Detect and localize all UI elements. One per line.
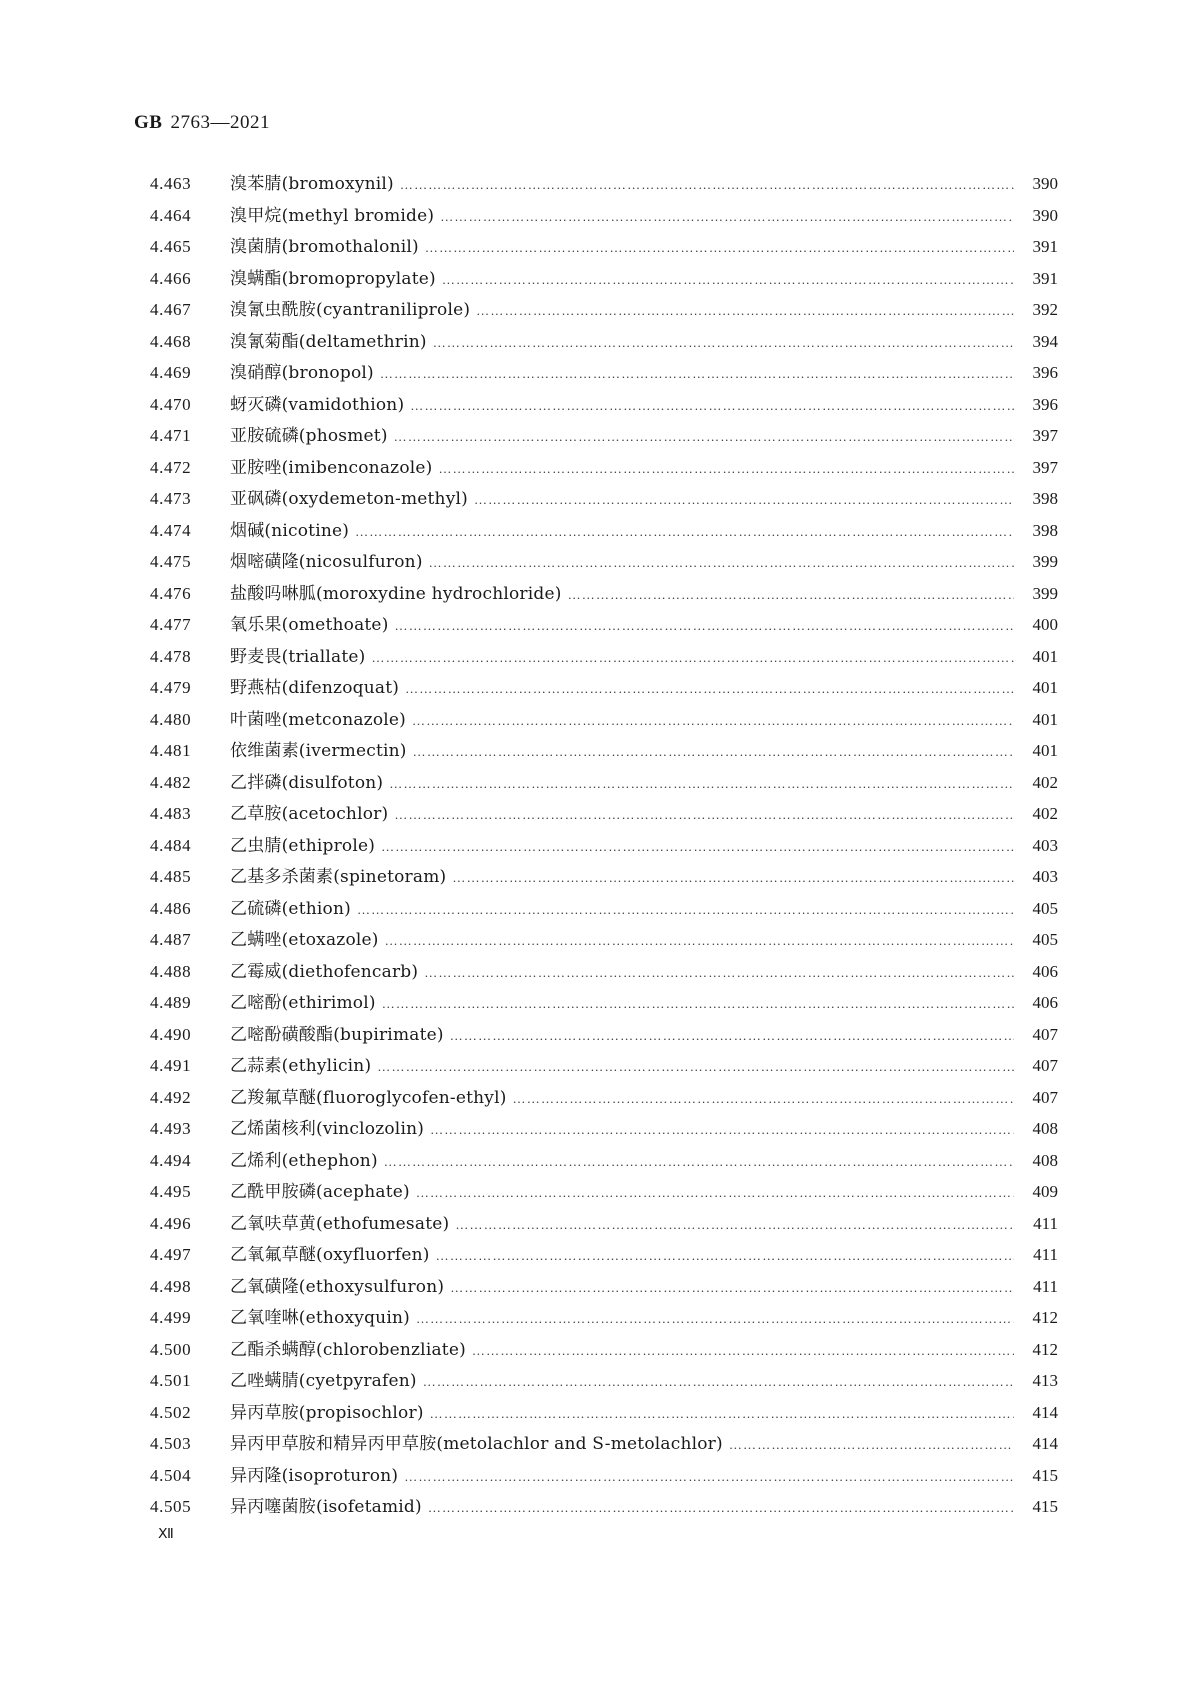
toc-entry[interactable] <box>150 483 1058 515</box>
toc-entry-page: 411 <box>1033 1213 1058 1233</box>
toc-entry-number: 4.475 <box>150 552 192 571</box>
toc-entry-number: 4.486 <box>150 898 192 918</box>
toc-dot-leader <box>452 862 1014 894</box>
toc-entry-number: 4.480 <box>150 709 192 729</box>
toc-entry[interactable] <box>150 924 1058 956</box>
toc-entry-title: 蚜灭磷(vamidothion) <box>230 394 405 415</box>
toc-entry-number: 4.476 <box>150 583 192 603</box>
toc-entry-page: 390 <box>1032 205 1058 225</box>
toc-dot-leader <box>410 390 1014 422</box>
toc-entry-number: 4.485 <box>150 867 192 886</box>
toc-entry-page: 409 <box>1032 1182 1058 1201</box>
toc-entry-number: 4.489 <box>150 993 192 1012</box>
toc-entry[interactable] <box>150 1019 1058 1051</box>
toc-entry-page: 406 <box>1032 961 1058 981</box>
toc-entry-title: 乙氧喹啉(ethoxyquin) <box>230 1308 410 1328</box>
toc-dot-leader <box>389 768 1014 800</box>
toc-entry-title: 盐酸吗啉胍(moroxydine hydrochloride) <box>230 583 562 604</box>
toc-entry-page: 407 <box>1032 1087 1058 1107</box>
toc-entry-page: 405 <box>1032 898 1058 918</box>
toc-entry-title: 溴氰菊酯(deltamethrin) <box>230 331 427 352</box>
toc-dot-leader <box>382 988 1014 1020</box>
toc-entry-page: 399 <box>1032 583 1058 603</box>
toc-entry[interactable] <box>150 1365 1058 1397</box>
toc-entry[interactable] <box>150 231 1058 263</box>
toc-dot-leader <box>438 453 1014 485</box>
toc-dot-leader <box>384 1146 1014 1178</box>
toc-entry-title: 乙烯菌核利(vinclozolin) <box>230 1119 425 1139</box>
toc-entry-number: 4.473 <box>150 489 192 508</box>
toc-entry[interactable] <box>150 1397 1058 1429</box>
toc-dot-leader <box>450 1272 1014 1304</box>
toc-entry[interactable] <box>150 798 1058 830</box>
toc-dot-leader <box>394 421 1014 453</box>
document-header <box>134 112 270 134</box>
toc-entry-page: 396 <box>1032 363 1058 382</box>
toc-entry-number: 4.471 <box>150 426 192 445</box>
toc-entry-number: 4.496 <box>150 1213 192 1233</box>
toc-entry-page: 398 <box>1032 489 1058 508</box>
toc-entry[interactable] <box>150 1302 1058 1334</box>
toc-entry-page: 390 <box>1032 174 1058 193</box>
page-number: Ⅻ <box>158 1527 174 1542</box>
toc-entry-page: 391 <box>1032 268 1058 288</box>
toc-entry[interactable] <box>150 735 1058 767</box>
toc-entry-number: 4.479 <box>150 678 192 697</box>
toc-entry-page: 403 <box>1032 867 1058 886</box>
toc-entry-page: 401 <box>1032 709 1058 729</box>
toc-entry-page: 414 <box>1032 1434 1058 1453</box>
toc-entry-page: 414 <box>1032 1402 1058 1422</box>
toc-entry[interactable] <box>150 1208 1058 1240</box>
toc-dot-leader <box>513 1083 1014 1115</box>
toc-entry-number: 4.482 <box>150 772 192 792</box>
toc-dot-leader <box>442 264 1014 296</box>
toc-entry[interactable] <box>150 861 1058 893</box>
toc-entry-number: 4.502 <box>150 1402 192 1422</box>
toc-dot-leader <box>474 484 1014 516</box>
toc-dot-leader <box>412 705 1014 737</box>
toc-entry[interactable] <box>150 1428 1058 1460</box>
toc-entry-number: 4.478 <box>150 646 192 666</box>
toc-entry[interactable] <box>150 515 1058 547</box>
toc-entry[interactable] <box>150 704 1058 736</box>
toc-entry-title: 异丙甲草胺和精异丙甲草胺(metolachlor and S-metolachlor) <box>230 1434 723 1454</box>
toc-entry-title: 乙拌磷(disulfoton) <box>230 772 384 793</box>
toc-dot-leader <box>429 547 1014 579</box>
toc-entry-page: 411 <box>1033 1276 1058 1296</box>
toc-entry[interactable] <box>150 389 1058 421</box>
toc-entry-title: 乙烯利(ethephon) <box>230 1150 378 1171</box>
toc-entry-page: 407 <box>1032 1024 1058 1044</box>
toc-entry-page: 401 <box>1032 678 1058 697</box>
toc-entry-title: 溴菌腈(bromothalonil) <box>230 237 419 257</box>
toc-entry-number: 4.467 <box>150 300 192 319</box>
toc-entry-title: 溴氰虫酰胺(cyantraniliprole) <box>230 300 471 320</box>
toc-entry-title: 溴甲烷(methyl bromide) <box>230 205 435 226</box>
toc-entry-title: 乙草胺(acetochlor) <box>230 804 389 824</box>
toc-entry[interactable] <box>150 893 1058 925</box>
toc-entry-title: 乙酯杀螨醇(chlorobenzliate) <box>230 1339 466 1360</box>
toc-entry-title: 乙螨唑(etoxazole) <box>230 930 379 950</box>
toc-entry-number: 4.505 <box>150 1497 192 1516</box>
toc-dot-leader <box>436 1240 1014 1272</box>
toc-entry-number: 4.465 <box>150 237 192 256</box>
toc-entry-title: 乙嘧酚磺酸酯(bupirimate) <box>230 1024 444 1045</box>
toc-entry-title: 野麦畏(triallate) <box>230 646 366 667</box>
toc-entry-title: 亚胺唑(imibenconazole) <box>230 457 433 478</box>
toc-entry-number: 4.490 <box>150 1024 192 1044</box>
toc-dot-leader <box>355 516 1014 548</box>
toc-entry[interactable] <box>150 294 1058 326</box>
toc-entry-page: 394 <box>1032 331 1058 351</box>
toc-dot-leader <box>472 1335 1014 1367</box>
standard-number: 2763—2021 <box>170 112 270 133</box>
toc-entry-title: 依维菌素(ivermectin) <box>230 741 407 761</box>
toc-entry[interactable] <box>150 452 1058 484</box>
toc-dot-leader <box>450 1020 1014 1052</box>
toc-entry-page: 412 <box>1032 1339 1058 1359</box>
toc-dot-leader <box>425 232 1014 264</box>
toc-entry-page: 397 <box>1032 426 1058 445</box>
toc-entry-title: 乙虫腈(ethiprole) <box>230 835 376 856</box>
toc-entry-number: 4.483 <box>150 804 192 823</box>
toc-entry-title: 乙氧氟草醚(oxyfluorfen) <box>230 1245 430 1265</box>
toc-dot-leader <box>416 1303 1014 1335</box>
toc-entry-title: 溴螨酯(bromopropylate) <box>230 268 436 289</box>
toc-entry-page: 401 <box>1032 646 1058 666</box>
toc-entry-number: 4.470 <box>150 394 192 414</box>
toc-entry[interactable] <box>150 326 1058 358</box>
toc-entry-number: 4.495 <box>150 1182 192 1201</box>
toc-entry[interactable] <box>150 1145 1058 1177</box>
toc-dot-leader <box>377 1051 1014 1083</box>
toc-entry-number: 4.499 <box>150 1308 192 1327</box>
toc-entry-page: 412 <box>1032 1308 1058 1327</box>
toc-entry-title: 乙硫磷(ethion) <box>230 898 351 919</box>
toc-entry-number: 4.488 <box>150 961 192 981</box>
toc-entry-title: 乙蒜素(ethylicin) <box>230 1056 372 1076</box>
toc-entry[interactable] <box>150 1239 1058 1271</box>
toc-entry-title: 乙唑螨腈(cyetpyrafen) <box>230 1371 417 1391</box>
toc-dot-leader <box>424 957 1014 989</box>
toc-entry-page: 407 <box>1032 1056 1058 1075</box>
toc-entry-page: 399 <box>1032 552 1058 571</box>
toc-entry[interactable] <box>150 1113 1058 1145</box>
toc-entry-page: 402 <box>1032 772 1058 792</box>
toc-dot-leader <box>416 1177 1014 1209</box>
toc-entry-page: 411 <box>1033 1245 1058 1264</box>
toc-entry-title: 野燕枯(difenzoquat) <box>230 678 400 698</box>
toc-entry[interactable] <box>150 200 1058 232</box>
toc-entry-title: 乙酰甲胺磷(acephate) <box>230 1182 410 1202</box>
toc-entry-number: 4.466 <box>150 268 192 288</box>
toc-dot-leader <box>381 831 1014 863</box>
toc-entry-number: 4.474 <box>150 520 192 540</box>
standard-code: GB <box>134 112 163 133</box>
toc-dot-leader <box>372 642 1015 674</box>
toc-entry[interactable] <box>150 830 1058 862</box>
toc-entry-number: 4.464 <box>150 205 192 225</box>
toc-entry-page: 398 <box>1032 520 1058 540</box>
toc-entry-number: 4.472 <box>150 457 192 477</box>
toc-entry-number: 4.498 <box>150 1276 192 1296</box>
toc-entry[interactable] <box>150 1082 1058 1114</box>
toc-dot-leader <box>405 673 1014 705</box>
toc-entry-number: 4.487 <box>150 930 192 949</box>
toc-entry[interactable] <box>150 546 1058 578</box>
toc-entry-page: 400 <box>1032 615 1058 634</box>
toc-entry-title: 亚砜磷(oxydemeton-methyl) <box>230 489 468 509</box>
toc-dot-leader <box>428 1492 1014 1524</box>
table-of-contents <box>150 168 1058 1523</box>
toc-entry-title: 亚胺硫磷(phosmet) <box>230 426 388 446</box>
toc-dot-leader <box>394 799 1014 831</box>
toc-entry-page: 406 <box>1032 993 1058 1012</box>
toc-entry-title: 乙霉威(diethofencarb) <box>230 961 419 982</box>
toc-entry[interactable] <box>150 1271 1058 1303</box>
toc-entry-number: 4.463 <box>150 174 192 193</box>
toc-entry[interactable] <box>150 672 1058 704</box>
toc-entry-number: 4.484 <box>150 835 192 855</box>
toc-entry-number: 4.503 <box>150 1434 192 1453</box>
toc-dot-leader <box>729 1429 1014 1461</box>
toc-entry-title: 叶菌唑(metconazole) <box>230 709 407 730</box>
toc-entry-number: 4.469 <box>150 363 192 382</box>
toc-entry[interactable] <box>150 420 1058 452</box>
toc-entry[interactable] <box>150 263 1058 295</box>
toc-entry-title: 氧乐果(omethoate) <box>230 615 389 635</box>
toc-entry-page: 396 <box>1032 394 1058 414</box>
toc-entry-title: 乙氧磺隆(ethoxysulfuron) <box>230 1276 445 1297</box>
toc-dot-leader <box>413 736 1014 768</box>
toc-entry-number: 4.477 <box>150 615 192 634</box>
toc-dot-leader <box>380 358 1014 390</box>
toc-entry-page: 403 <box>1032 835 1058 855</box>
toc-entry-page: 413 <box>1032 1371 1058 1390</box>
toc-entry-title: 异丙噻菌胺(isofetamid) <box>230 1497 422 1517</box>
toc-entry-title: 烟碱(nicotine) <box>230 520 350 541</box>
toc-dot-leader <box>400 169 1014 201</box>
toc-entry-number: 4.493 <box>150 1119 192 1138</box>
toc-entry-title: 乙羧氟草醚(fluoroglycofen-ethyl) <box>230 1087 507 1108</box>
toc-entry-number: 4.501 <box>150 1371 192 1390</box>
toc-entry[interactable] <box>150 1050 1058 1082</box>
toc-entry-page: 401 <box>1032 741 1058 760</box>
toc-entry[interactable] <box>150 641 1058 673</box>
toc-entry-page: 397 <box>1032 457 1058 477</box>
toc-entry-page: 391 <box>1032 237 1058 256</box>
toc-entry[interactable] <box>150 357 1058 389</box>
toc-dot-leader <box>440 201 1014 233</box>
toc-entry-title: 异丙草胺(propisochlor) <box>230 1402 424 1423</box>
toc-dot-leader <box>433 327 1014 359</box>
toc-entry-number: 4.497 <box>150 1245 192 1264</box>
toc-entry[interactable] <box>150 168 1058 200</box>
toc-entry-page: 415 <box>1032 1497 1058 1516</box>
toc-dot-leader <box>423 1366 1014 1398</box>
toc-dot-leader <box>395 610 1014 642</box>
toc-entry-title: 乙基多杀菌素(spinetoram) <box>230 867 447 887</box>
toc-entry-title: 乙氧呋草黄(ethofumesate) <box>230 1213 450 1234</box>
toc-entry-page: 392 <box>1032 300 1058 319</box>
toc-dot-leader <box>568 579 1014 611</box>
toc-entry[interactable] <box>150 767 1058 799</box>
toc-entry[interactable] <box>150 578 1058 610</box>
toc-entry-number: 4.468 <box>150 331 192 351</box>
toc-entry-page: 408 <box>1032 1119 1058 1138</box>
toc-entry[interactable] <box>150 1176 1058 1208</box>
toc-entry-title: 溴硝醇(bronopol) <box>230 363 374 383</box>
toc-entry-title: 乙嘧酚(ethirimol) <box>230 993 376 1013</box>
toc-entry-number: 4.491 <box>150 1056 192 1075</box>
toc-entry-page: 402 <box>1032 804 1058 823</box>
toc-entry-title: 烟嘧磺隆(nicosulfuron) <box>230 552 423 572</box>
toc-entry-title: 溴苯腈(bromoxynil) <box>230 174 394 194</box>
toc-entry[interactable] <box>150 956 1058 988</box>
toc-entry-page: 408 <box>1032 1150 1058 1170</box>
toc-dot-leader <box>476 295 1014 327</box>
toc-entry-number: 4.494 <box>150 1150 192 1170</box>
toc-entry-page: 415 <box>1032 1465 1058 1485</box>
toc-entry[interactable] <box>150 609 1058 641</box>
toc-entry-title: 异丙隆(isoproturon) <box>230 1465 399 1486</box>
toc-entry-number: 4.481 <box>150 741 192 760</box>
toc-entry-number: 4.500 <box>150 1339 192 1359</box>
toc-dot-leader <box>385 925 1014 957</box>
toc-entry[interactable] <box>150 1491 1058 1523</box>
toc-entry[interactable] <box>150 1460 1058 1492</box>
toc-entry[interactable] <box>150 987 1058 1019</box>
toc-dot-leader <box>357 894 1014 926</box>
toc-dot-leader <box>430 1114 1014 1146</box>
toc-entry-number: 4.504 <box>150 1465 192 1485</box>
toc-entry[interactable] <box>150 1334 1058 1366</box>
toc-dot-leader <box>430 1398 1014 1430</box>
toc-dot-leader <box>455 1209 1014 1241</box>
toc-entry-page: 405 <box>1032 930 1058 949</box>
toc-dot-leader <box>404 1461 1014 1493</box>
toc-entry-number: 4.492 <box>150 1087 192 1107</box>
